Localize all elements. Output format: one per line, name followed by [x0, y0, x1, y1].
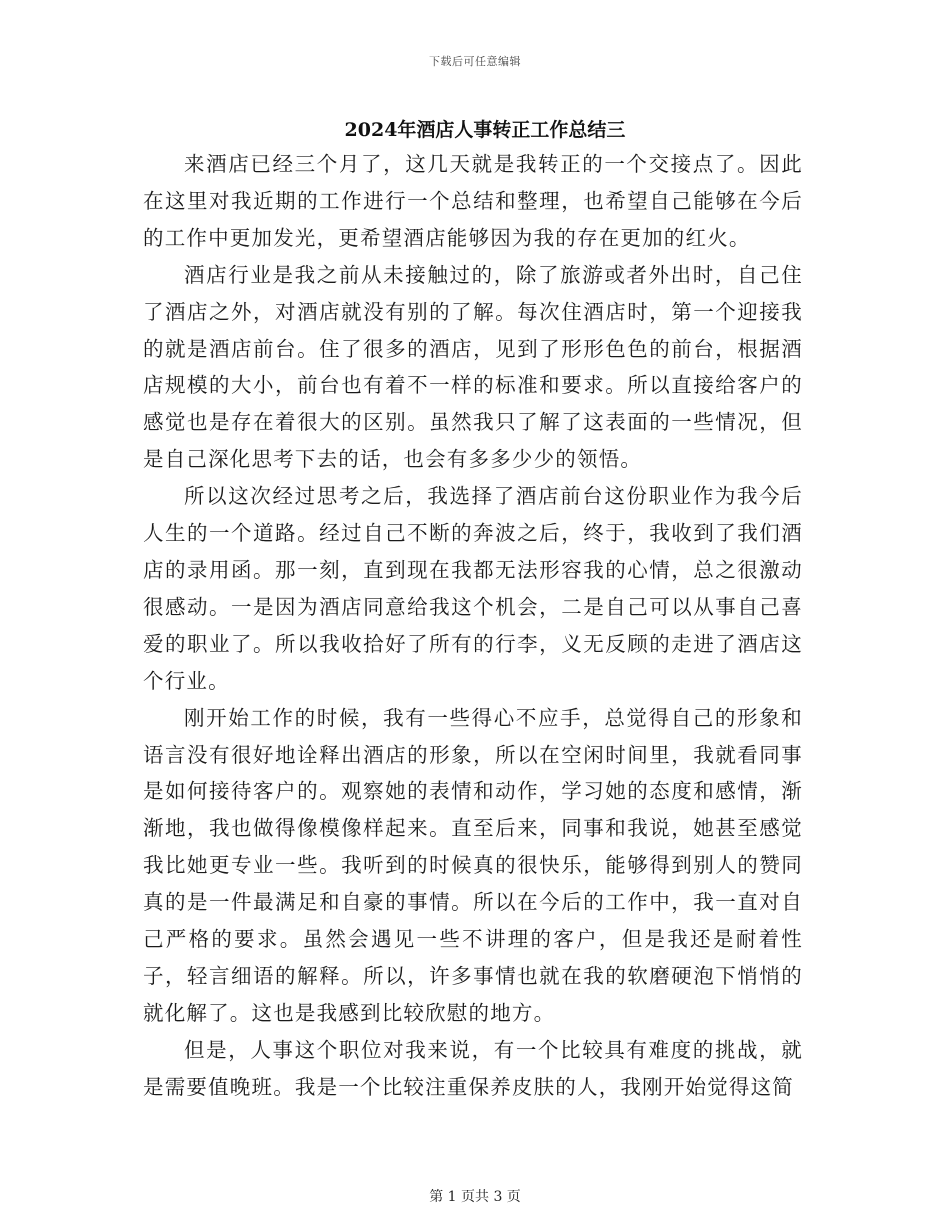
document-body — [143, 146, 803, 1106]
page-footer: 第 1 页共 3 页 — [429, 1189, 521, 1205]
paragraph: 刚开始工作的时候，我有一些得心不应手，总觉得自己的形象和语言没有很好地诠释出酒店的形象，所以在空闲时间里，我就看同事是如何接待客户的。观察她的表情和动作，学习她的态度和感情，渐渐地，我也做得像模像样起来。直至后来，同事和我说，她甚至感觉我比她更专业一些。我听到的时候真的很快乐，能够得到别人的赞同真的是一件最满足和自豪的事情。所以在今后的工作中，我一直对自己严格的要求。虽然会遇见一些不讲理的客户，但是我还是耐着性子，轻言细语的解释。所以，许多事情也就在我的软磨硬泡下悄悄的就化解了。这也是我感到比较欣慰的地方。 — [143, 705, 803, 1025]
document-title: 2024年酒店人事转正工作总结三 — [344, 119, 626, 141]
paragraph: 所以这次经过思考之后，我选择了酒店前台这份职业作为我今后人生的一个道路。经过自己不断的奔波之后，终于，我收到了我们酒店的录用函。那一刻，直到现在我都无法形容我的心情，总之很激动很感动。一是因为酒店同意给我这个机会，二是自己可以从事自己喜爱的职业了。所以我收拾好了所有的行李，义无反顾的走进了酒店这个行业。 — [143, 484, 803, 693]
paragraph: 来酒店已经三个月了，这几天就是我转正的一个交接点了。因此在这里对我近期的工作进行一个总结和整理，也希望自己能够在今后的工作中更加发光，更希望酒店能够因为我的存在更加的红火。 — [143, 152, 803, 250]
header-note: 下载后可任意编辑 — [429, 55, 521, 68]
paragraph: 酒店行业是我之前从未接触过的，除了旅游或者外出时，自己住了酒店之外，对酒店就没有别的了解。每次住酒店时，第一个迎接我的就是酒店前台。住了很多的酒店，见到了形形色色的前台，根据酒店规模的大小，前台也有着不一样的标准和要求。所以直接给客户的感觉也是存在着很大的区别。虽然我只了解了这表面的一些情况，但是自己深化思考下去的话，也会有多多少少的领悟。 — [143, 262, 803, 472]
paragraph: 但是，人事这个职位对我来说，有一个比较具有难度的挑战，就是需要值晚班。我是一个比较注重保养皮肤的人，我刚开始觉得这简 — [143, 1037, 803, 1099]
